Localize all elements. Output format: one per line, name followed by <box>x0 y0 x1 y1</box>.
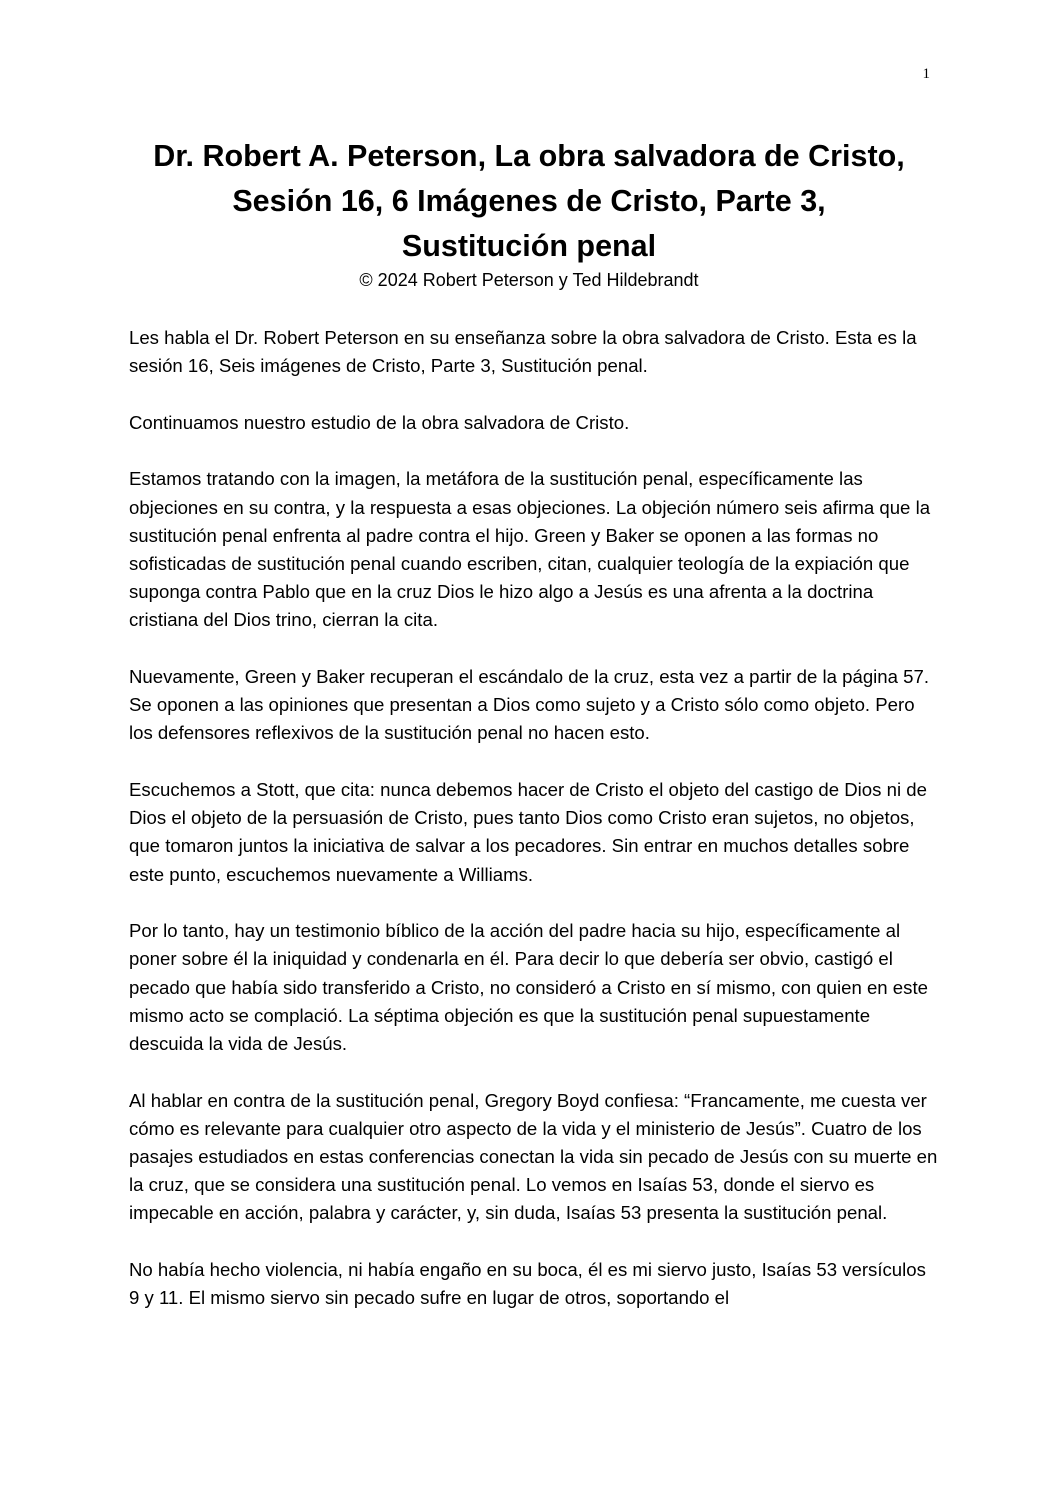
paragraph-6: Por lo tanto, hay un testimonio bíblico de la acción del padre hacia su hijo, específicamente al poner sobre él la iniquidad y condenarla en él. Para decir lo que debería ser obvio, castigó el pecado que había sido transferido a Cristo, no consideró a Cristo en sí mismo, con quien en este mismo acto se complació. La séptima objeción es que la sustitución penal supuestamente descuida la vida de Jesús. <box>129 920 928 1055</box>
paragraph-2: Continuamos nuestro estudio de la obra salvadora de Cristo. <box>129 411 630 433</box>
title-line-3: Sustitución penal <box>401 229 657 263</box>
document-title <box>100 134 958 269</box>
copyright-notice: © 2024 Robert Peterson y Ted Hildebrandt <box>359 270 699 290</box>
paragraph-7: Al hablar en contra de la sustitución penal, Gregory Boyd confiesa: “Francamente, me cuesta ver cómo es relevante para cualquier otro aspecto de la vida y el ministerio de Jesús”. Cuatro de los pasajes estudiados en estas conferencias conectan la vida sin pecado de Jesús con su muerte en la cruz, que se considera una sustitución penal. Lo vemos en Isaías 53, donde el siervo es impecable en acción, palabra y carácter, y, sin duda, Isaías 53 presenta la sustitución penal. <box>129 1089 938 1224</box>
title-line-1: Dr. Robert A. Peterson, La obra salvadora de Cristo, <box>153 139 905 173</box>
page-number: 1 <box>922 66 930 82</box>
document-body <box>129 324 939 1341</box>
paragraph-4: Nuevamente, Green y Baker recuperan el escándalo de la cruz, esta vez a partir de la página 57. Se oponen a las opiniones que presentan a Dios como sujeto y a Cristo sólo como objeto. Pero los defensores reflexivos de la sustitución penal no hacen esto. <box>129 666 929 744</box>
title-line-2: Sesión 16, 6 Imágenes de Cristo, Parte 3, <box>232 184 826 218</box>
paragraph-1: Les habla el Dr. Robert Peterson en su enseñanza sobre la obra salvadora de Cristo. Esta es la sesión 16, Seis imágenes de Cristo, Parte 3, Sustitución penal. <box>129 327 917 377</box>
paragraph-8: No había hecho violencia, ni había engaño en su boca, él es mi siervo justo, Isaías 53 versículos 9 y 11. El mismo siervo sin pecado sufre en lugar de otros, soportando el <box>129 1259 926 1309</box>
paragraph-3: Estamos tratando con la imagen, la metáfora de la sustitución penal, específicamente las objeciones en su contra, y la respuesta a esas objeciones. La objeción número seis afirma que la sustitución penal enfrenta al padre contra el hijo. Green y Baker se oponen a las formas no sofisticadas de sustitución penal cuando escriben, citan, cualquier teología de la expiación que suponga contra Pablo que en la cruz Dios le hizo algo a Jesús es una afrenta a la doctrina cristiana del Dios trino, cierran la cita. <box>129 468 931 631</box>
paragraph-5: Escuchemos a Stott, que cita: nunca debemos hacer de Cristo el objeto del castigo de Dios ni de Dios el objeto de la persuasión de Cristo, pues tanto Dios como Cristo eran sujetos, no objetos, que tomaron juntos la iniciativa de salvar a los pecadores. Sin entrar en muchos detalles sobre este punto, escuchemos nuevamente a Williams. <box>129 779 927 885</box>
